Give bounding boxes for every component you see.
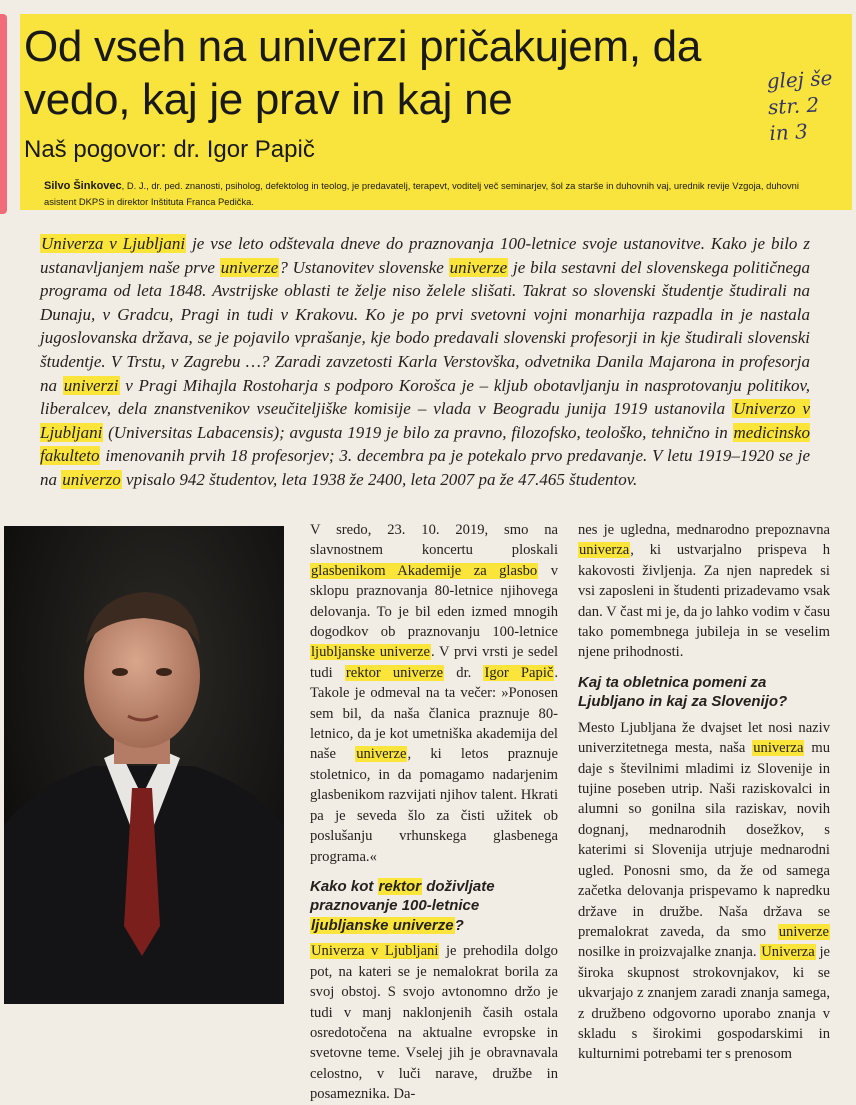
page-edge-mark [0,14,7,214]
portrait-photo [4,526,284,1004]
text-run: V sredo, 23. 10. 2019, smo na slavnostnem koncertu ploskali [310,522,558,559]
body-paragraph [578,520,830,663]
article-subtitle: Naš pogovor: dr. Igor Papič [24,136,315,163]
author-byline [44,178,824,209]
highlighted-text: Univerza v Ljubljani [311,943,439,960]
body-paragraph [310,941,558,1104]
text-run: Kako kot [310,877,378,895]
text-run: je bila sestavni del slovenskega političnega programa od leta 1848. Avstrijske oblasti te želje niso želele slišati. Takrat so slovenski študentje študirali na Dunaju, v Gradcu, Pragi in tudi v Krakovu. Ko je po prvi svetovni vojni monarhija razpadla in je nastala jugoslovanska država, se je pojavilo vprašanje, kje bodo predavali slovenski profesorji in kje študirali slovenski študentje. V Trstu, v Zagrebu …? Zaradi zavzetosti Karla Verstovška, odvetnika Danila Majarona in profesorja na [40,257,810,395]
handwritten-line: in 3 [768,119,809,146]
text-run: . Takole je odmeval na ta večer: »Ponosen sem bil, da naša članica praznuje 80-letnico, da je kot umetniška akademija del naše [310,664,559,763]
author-bio: , D. J., dr. ped. znanosti, psiholog, defektolog in teolog, je predavatelj, terapevt, voditelj več seminarjev, šol za starše in duhovnih vaj, urednik revije Vzgoja, duhovni asistent DKPS in direktor Inštituta Franca Pedička. [44,180,799,207]
highlighted-text: Univerzo v Ljubljani [40,399,811,442]
text-run: nosilke in proizvajalke znanja. [578,944,761,961]
highlighted-text: univerze [778,923,829,940]
highlighted-text: glasbenikom Akademije za glasbo [311,562,538,579]
text-run: je prehodila dolgo pot, na kateri se je nemalokrat borila za svoj obstoj. S svojo avtonomno držo je tudi v manj naklonjenih časih ostala osredotočena na aktualne evropske in svetovne teme. Vselej jih je obravnavala celostno, v luči narave, družbe in posameznika. Da- [310,943,558,1103]
text-run: doživljate praznovanje 100-letnice [310,877,495,915]
text-run: v Pragi Mihajla Rostoharja s podporo Korošca je – kljub obotavljanju in nasprotovanju politikov, liberalcev, dela znanstvenikov vseučiteljiške komisije – vlada v Beogradu junija 1919 ustanovila [40,375,810,419]
highlighted-text: univerzi [63,375,119,395]
article-header [20,14,852,210]
highlighted-text: Igor Papič [484,664,554,681]
text-run: v sklopu praznovanja 80-letnice njihovega delovanja. To je bil eden izmed mnogih dogodkov ob praznovanju 100-letnice [310,562,558,641]
highlighted-text: rektor [378,877,422,895]
highlighted-text: univerzo [62,469,121,489]
handwritten-line: str. 2 [767,92,820,120]
highlighted-text: univerza [753,740,804,757]
interview-question [578,673,830,712]
text-run: . V prvi vrsti je sedel tudi [310,644,558,681]
text-run: , ki letos praznuje stoletnico, in da pomagamo nadarjenim glasbenikom razvijati njihov talent. Hkrati pa je seveda šlo za čisti užitek ob poslušanju vrhunskega glasbenega programa.« [310,746,558,865]
text-run: je vse leto odštevala dneve do praznovanja 100-letnice svoje ustanovitve. Kako je bilo z ustanavljanjem naše prve [40,234,810,277]
text-run: Kaj ta obletnica pomeni za Ljubljano in kaj za Slovenijo? [578,673,788,711]
highlighted-text: Univerza v Ljubljani [41,234,186,253]
text-run: imenovanih prvih 18 profesorjev; 3. decembra pa je potekalo prvo predavanje. V letu 1919–1920 se je na [40,446,810,489]
text-run: ? [454,916,464,934]
portrait-image [4,526,284,1004]
text-run: nes je ugledna, mednarodno prepoznavna [578,522,830,538]
text-run: mu daje s številnimi mladimi iz Slovenije in tujine poseben utrip. Naši raziskovalci in alumni so gonilna sila raziskav, novih dognanj, mednarodnih dosežkov, s katerimi si Slovenija utrjuje mednarodni ugled. Ponosni smo, da že od samega začetka delovanja prispevamo k napredku države in družbe. Naša država se premalokrat zaveda, da smo [578,740,830,940]
text-run: vpisalo 942 študentov, leta 1938 že 2400, leta 2007 pa že 47.465 študentov. [121,469,638,489]
text-run: , ki ustvarjalno prispeva h kakovosti življenja. Za njen napredek si vsi zaposleni in študenti prizadevamo vsak dan. V čast mi je, da jo lahko vodim v času tako pomembnega jubileja in se veselim njene prihodnosti. [578,542,830,661]
handwritten-note [766,64,854,146]
text-run: ? Ustanovitev slovenske [279,257,449,277]
highlighted-text: ljubljanske univerze [311,644,430,661]
handwritten-line: glej še [766,65,833,94]
article-column-left [310,520,558,1105]
text-run: dr. [444,664,484,681]
highlighted-text: Univerza [761,944,815,961]
highlighted-text: ljubljanske univerze [311,916,454,934]
body-paragraph [310,520,558,867]
highlighted-text: univerza [579,542,630,559]
author-name: Silvo Šinkovec [44,180,122,192]
text-run: je široka skupnost strokovnjakov, ki se ukvarjajo z znanjem zaradi znanja samega, z družbeno odgovorno uporabo znanja v skladu s širokimi gospodarskimi in kulturnimi potrebami ter s prenosom [578,944,831,1063]
intro-paragraph [40,232,810,492]
highlighted-text: univerze [356,746,407,763]
article-column-right [578,520,830,1065]
text-run: (Universitas Labacensis); avgusta 1919 je bilo za pravno, filozofsko, teološko, tehnično in [103,422,733,442]
interview-question [310,877,558,936]
highlighted-text: univerze [449,257,508,277]
highlighted-text: medicinsko fakulteto [40,422,810,466]
body-paragraph [578,718,830,1065]
article-title: Od vseh na univerzi pričakujem, da vedo, kaj je prav in kaj ne [24,22,702,124]
highlighted-text: univerze [220,257,279,277]
highlighted-text: rektor univerze [345,664,444,681]
text-run: Mesto Ljubljana že dvajset let nosi naziv univerzitetnega mesta, naša [578,719,830,757]
